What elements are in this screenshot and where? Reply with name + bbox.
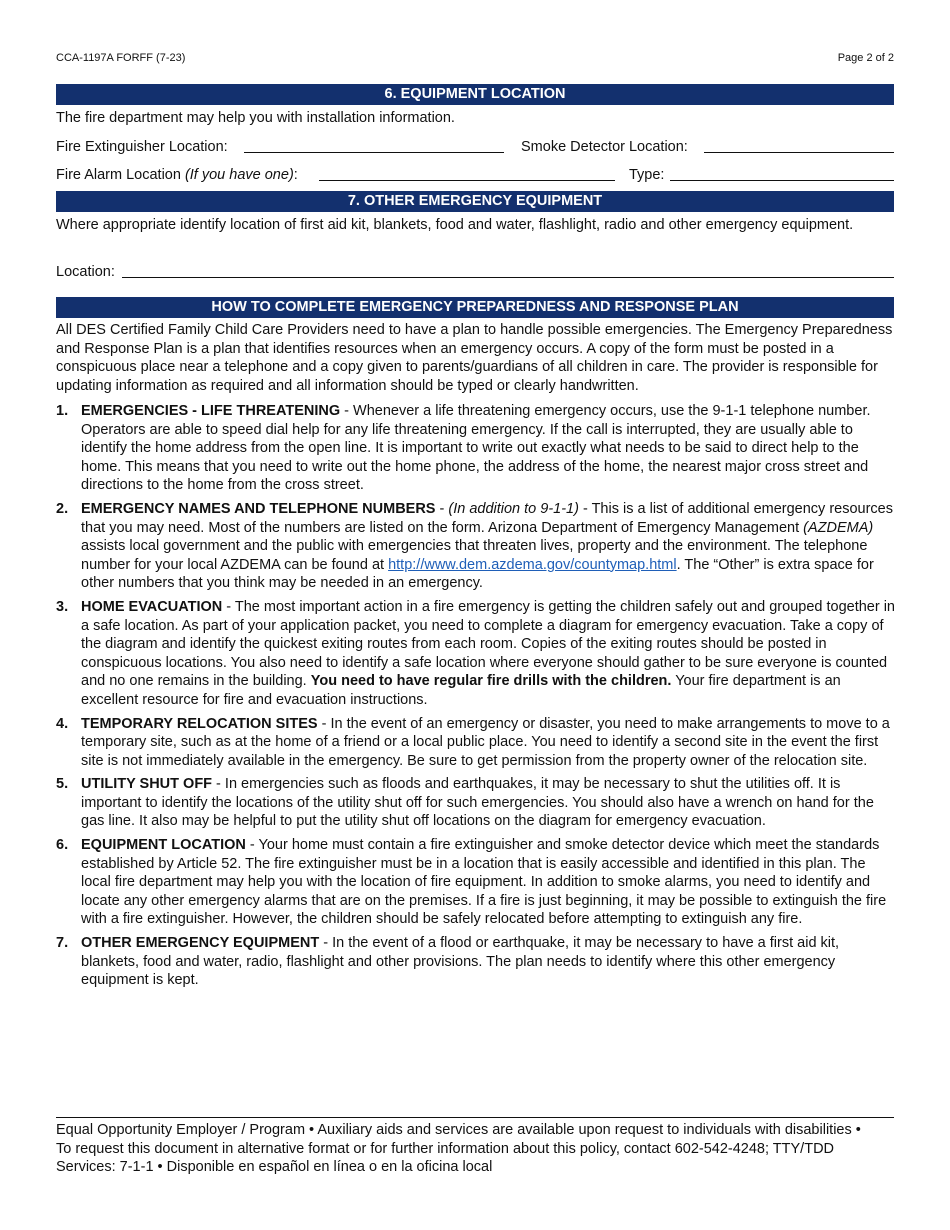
item-title: TEMPORARY RELOCATION SITES [81, 715, 318, 732]
instructions-list [56, 402, 896, 995]
section-7-intro: Where appropriate identify location of first aid kit, blankets, food and water, flashlight, radio and other emergency equipment. [56, 217, 854, 233]
form-id: CCA-1197A FORFF (7-23) [56, 52, 186, 64]
smoke-detector-label: Smoke Detector Location: [521, 139, 688, 155]
list-item: 4. TEMPORARY RELOCATION SITES - In the event of an emergency or disaster, you need to make arrangements to move to a temporary site, such as at the home of a friend or a local public place. You need to identify a second site in the event the first site is not immediately available in the emergency. Be sure to get permission from the property owner of the relocation site. [56, 715, 890, 769]
item-title: EMERGENCIES - LIFE THREATENING [81, 403, 341, 419]
fire-alarm-field[interactable] [319, 180, 615, 181]
section-6-header: 6. EQUIPMENT LOCATION [56, 84, 894, 105]
footer-notice: Equal Opportunity Employer / Program • Auxiliary aids and services are available upon request to individuals with disabilities • To request this document in alternative format or for further information about this policy, contact 602-542-4248; TTY/TDD Services: 7-1-1 • Disponible en español en línea o en la oficina local [56, 1122, 861, 1176]
list-item: 7. OTHER EMERGENCY EQUIPMENT - In the event of a flood or earthquake, it may be necessary to have a first aid kit, blankets, food and water, radio, flashlight and other provisions. The plan needs to identify where this other emergency equipment is kept. [56, 935, 840, 989]
item-title: UTILITY SHUT OFF [81, 776, 213, 793]
fire-extinguisher-field[interactable] [244, 152, 504, 153]
location-field[interactable] [122, 277, 894, 278]
fire-extinguisher-label: Fire Extinguisher Location: [56, 139, 228, 155]
list-item: 1. EMERGENCIES - LIFE THREATENING - Whenever a life threatening emergency occurs, use the 9-1-1 telephone number. Operators are able to speed dial help for any life threatening emergency. If the call is interrupted, they are usually able to identify the home address from the open line. It is important to write out exactly what needs to be said to direct help to the home. This means that you need to write out the home phone, the address of the home, the nearest major cross street and directions to the home from the cross street. [56, 403, 871, 494]
section-7-header: 7. OTHER EMERGENCY EQUIPMENT [56, 191, 894, 212]
list-item: 3. HOME EVACUATION - The most important action in a fire emergency is getting the children safely out and grouped together in a safe location. As part of your application packet, you need to complete a diagram for emergency evacuation. Take a copy of the diagram and identify the quickest exiting routes from each room. Copies of the exiting routes should be posted in conspicuous locations. You also need to identify a safe location where everyone should gather to be sure everyone is counted and no one remains in the building. You need to have regular fire drills with the children. Your fire department is an excellent resource for fire and evacuation instructions. [56, 598, 895, 708]
howto-header: HOW TO COMPLETE EMERGENCY PREPAREDNESS AND RESPONSE PLAN [56, 297, 894, 318]
smoke-detector-field[interactable] [704, 152, 894, 153]
type-label: Type: [629, 167, 665, 183]
item-title: HOME EVACUATION [81, 598, 223, 615]
list-item: 6. EQUIPMENT LOCATION - Your home must contain a fire extinguisher and smoke detector device which meet the standards established by Article 52. The fire extinguisher must be in a location that is easily accessible and identified in this plan. The local fire department may help you with the location of fire equipment. In addition to smoke alarms, you need to identify and locate any other emergency alarms that are on the premises. If a fire is just beginning, it may be possible to extinguish the fire with a fire extinguisher. However, the children should be safely relocated before attempting to extinguish any fire. [56, 837, 887, 928]
list-item: 2. EMERGENCY NAMES AND TELEPHONE NUMBERS - (In addition to 9-1-1) - This is a list of additional emergency resources that you may need. Most of the numbers are listed on the form. Arizona Department of Emergency Management (AZDEMA) assists local government and the public with emergencies that threaten lives, property and the environment. The telephone number for your local AZDEMA can be found at http://www.dem.azdema.gov/countymap.html. The “Other” is extra space for other numbers that you think may be needed in an emergency. [56, 500, 893, 592]
location-label: Location: [56, 264, 115, 280]
item-title: EMERGENCY NAMES AND TELEPHONE NUMBERS [81, 500, 436, 517]
list-item: 5. UTILITY SHUT OFF - In emergencies such as floods and earthquakes, it may be necessary to shut the utilities off. It is important to identify the locations of the utility shut off for such emergencies. You should also have a wrench on hand for the gas line. It also may be helpful to put the utility shut off locations on the diagram for emergency evacuation. [56, 776, 874, 830]
alarm-type-field[interactable] [670, 180, 894, 181]
page-number: Page 2 of 2 [837, 52, 894, 64]
item-title: EQUIPMENT LOCATION [81, 837, 246, 854]
fire-alarm-label: Fire Alarm Location (If you have one): [56, 167, 298, 183]
section-6-intro: The fire department may help you with installation information. [56, 110, 455, 126]
howto-intro: All DES Certified Family Child Care Providers need to have a plan to handle possible emergencies. The Emergency Preparedness and Response Plan is a plan that identifies resources when an emergency occurs. A copy of the form must be posted in a conspicuous place near a telephone and a copy given to parents/guardians of all children in care. The provider is responsible for updating information as required and all information should be typed or clearly handwritten. [56, 322, 893, 394]
azdema-county-map-link[interactable]: http://www.dem.azdema.gov/countymap.html [388, 556, 677, 573]
footer-divider [56, 1117, 894, 1118]
item-title: OTHER EMERGENCY EQUIPMENT [81, 935, 320, 952]
